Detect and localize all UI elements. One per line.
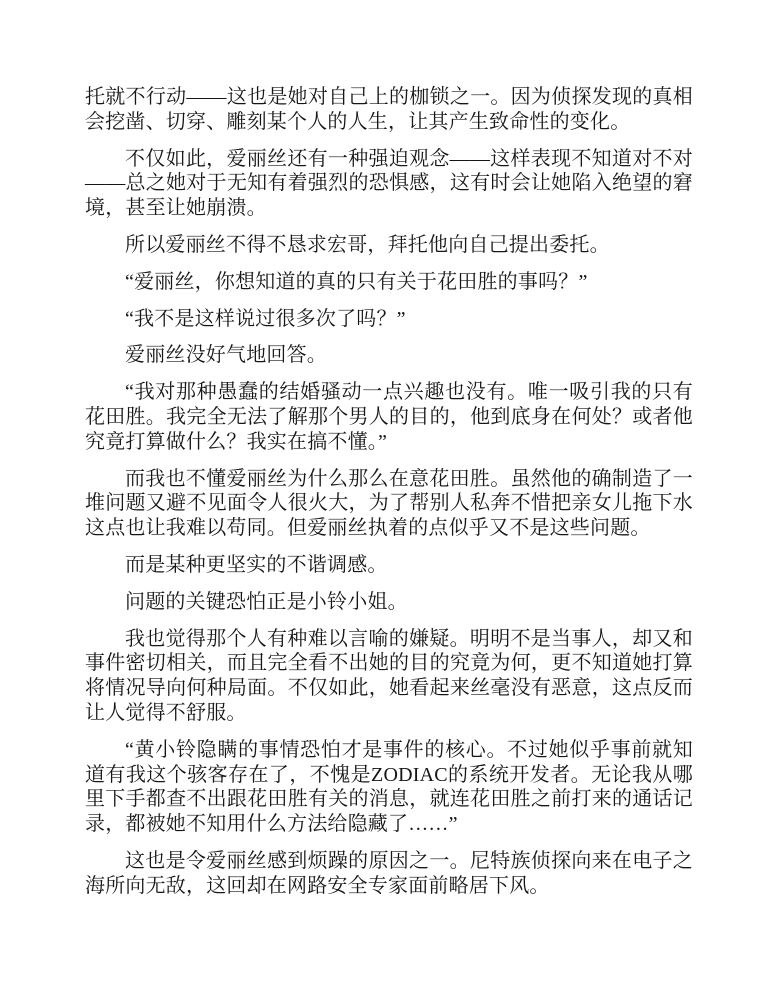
paragraph: 托就不行动——这也是她对自己上的枷锁之一。因为侦探发现的真相会挖凿、切穿、雕刻某个人的人生，让其产生致命性的变化。 bbox=[85, 86, 693, 133]
paragraph: “我对那种愚蠢的结婚骚动一点兴趣也没有。唯一吸引我的只有花田胜。我完全无法了解那个男人的目的，他到底身在何处？或者他究竟打算做什么？我实在搞不懂。” bbox=[85, 381, 693, 453]
paragraph: 问题的关键恐怕正是小铃小姐。 bbox=[125, 590, 408, 613]
paragraph: 而我也不懂爱丽丝为什么那么在意花田胜。虽然他的确制造了一堆问题又避不见面令人很火大，为了帮别人私奔不惜把亲女儿拖下水这点也让我难以苟同。但爱丽丝执着的点似乎又不是这些问题。 bbox=[85, 467, 693, 540]
paragraph: 所以爱丽丝不得不恳求宏哥，拜托他向自己提出委托。 bbox=[125, 233, 610, 256]
paragraph: 而是某种更坚实的不谐调感。 bbox=[125, 553, 388, 576]
paragraph: 爱丽丝没好气地回答。 bbox=[125, 344, 327, 367]
paragraph: “黄小铃隐瞒的事情恐怕才是事件的核心。不过她似乎事前就知道有我这个骇客存在了，不愧是ZODIAC的系统开发者。无论我从哪里下手都查不出跟花田胜有关的消息，就连花田胜之前打来的通话记录，都被她不知用什么方法给隐藏了……” bbox=[85, 738, 693, 836]
paragraph: 我也觉得那个人有种难以言喻的嫌疑。明明不是当事人，却又和事件密切相关，而且完全看不出她的目的究竟为何，更不知道她打算将情况导向何种局面。不仅如此，她看起来丝毫没有恶意，这点反而让人觉得不舒服。 bbox=[85, 627, 693, 724]
paragraph: 这也是令爱丽丝感到烦躁的原因之一。尼特族侦探向来在电子之海所向无敌，这回却在网路安全专家面前略居下风。 bbox=[85, 849, 693, 897]
paragraph: “我不是这样说过很多次了吗？” bbox=[125, 307, 406, 330]
paragraph: “爱丽丝，你想知道的真的只有关于花田胜的事吗？” bbox=[125, 270, 588, 293]
paragraph: 不仅如此，爱丽丝还有一种强迫观念——这样表现不知道对不对——总之她对于无知有着强烈的恐惧感，这有时会让她陷入绝望的窘境，甚至让她崩溃。 bbox=[85, 147, 693, 220]
